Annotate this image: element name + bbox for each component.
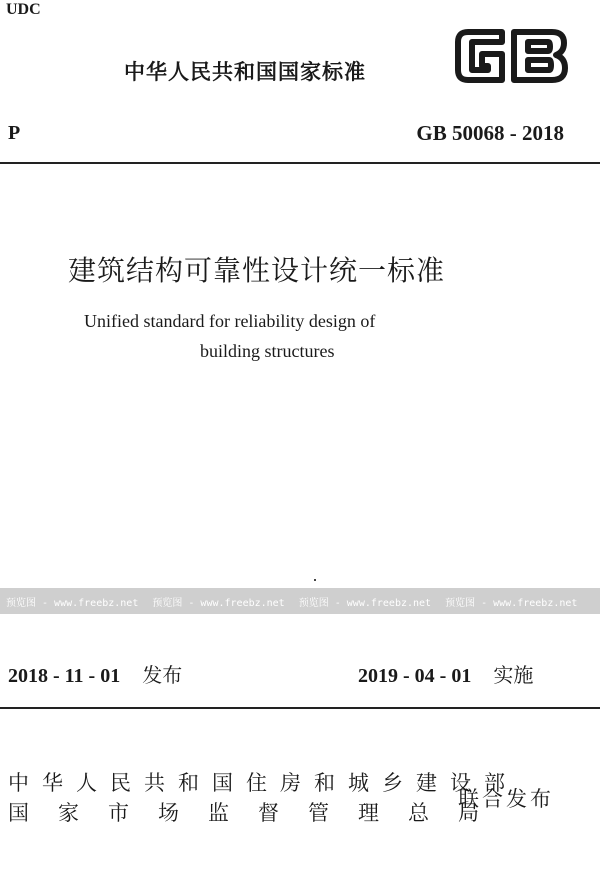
title-english xyxy=(0,306,600,366)
gb-logo xyxy=(452,22,570,90)
effective-date: 2019 - 04 - 01 xyxy=(358,665,472,687)
effective-label: 实施 xyxy=(493,663,534,687)
watermark-text: 预览图 - www.freebz.net xyxy=(6,597,139,609)
issuing-authorities xyxy=(8,768,518,828)
watermark-text: 预览图 - www.freebz.net xyxy=(152,597,285,609)
title-english-line1: Unified standard for reliability design of xyxy=(84,311,376,331)
udc-label: UDC xyxy=(6,1,41,18)
issue-date-row xyxy=(8,662,182,689)
issue-label: 发布 xyxy=(142,663,183,687)
title-chinese: 建筑结构可靠性设计统一标准 xyxy=(68,254,446,287)
footer-divider xyxy=(0,707,600,709)
watermark-banner xyxy=(0,588,600,614)
national-standard-heading: 中华人民共和国国家标准 xyxy=(124,60,366,84)
header-divider xyxy=(0,162,600,164)
watermark-text: 预览图 - www.freebz.net xyxy=(445,597,578,609)
issuer-ministry: 中华人民共和国住房和城乡建设部 xyxy=(8,771,518,795)
standard-number: GB 50068 - 2018 xyxy=(416,121,564,145)
effective-date-row xyxy=(358,662,533,689)
classification-code: P xyxy=(8,122,21,144)
issue-date: 2018 - 11 - 01 xyxy=(8,665,121,687)
stray-dot xyxy=(314,579,316,581)
joint-issue-label: 联合发布 xyxy=(458,787,554,811)
watermark-text: 预览图 - www.freebz.net xyxy=(298,597,432,609)
issuer-administration: 国家市场监督管理总局 xyxy=(8,801,508,825)
title-english-line2: building structures xyxy=(200,341,335,361)
